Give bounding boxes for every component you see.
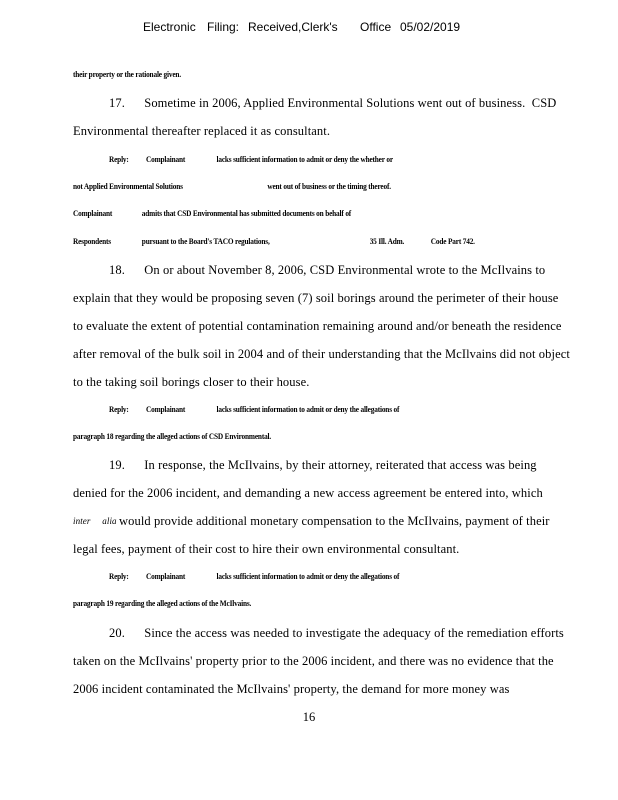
reply-label: Reply: xyxy=(109,154,129,164)
paragraph-19-line-3 xyxy=(73,514,613,532)
inter-alia-text: inter alia xyxy=(73,516,117,526)
header-filing: Filing: xyxy=(207,20,240,34)
paragraph-19-line-4: legal fees, payment of their cost to hire their own environmental consultant. xyxy=(73,542,460,556)
header-date: 05/02/2019 xyxy=(400,20,461,34)
complainant-label: Complainant xyxy=(145,154,186,164)
reply-text: lacks sufficient information to admit or deny the allegations of xyxy=(216,404,400,414)
paragraph-18-line-4: after removal of the bulk soil in 2004 and of their understanding that the McIlvains did not object xyxy=(73,347,570,361)
reply-label: Reply: xyxy=(109,571,129,581)
complainant-label: Complainant xyxy=(145,404,186,414)
paragraph-17-line-2: Environmental thereafter replaced it as consultant. xyxy=(73,124,331,138)
citation-text: 35 Ill. Adm. xyxy=(369,236,405,246)
paragraph-17-line-1: 17. Sometime in 2006, Applied Environmental Solutions went out of business. CSD xyxy=(109,96,557,110)
reply-17-line-4 xyxy=(73,236,555,248)
reply-17-line-1 xyxy=(109,154,453,166)
paragraph-19-line-3-text: would provide additional monetary compensation to the McIlvains, payment of their xyxy=(119,514,550,528)
reply-19-line-2: paragraph 19 regarding the alleged actions of the McIlvains. xyxy=(73,598,252,608)
paragraph-18-line-1: 18. On or about November 8, 2006, CSD Environmental wrote to the McIlvains to xyxy=(109,263,546,277)
paragraph-20-line-2: taken on the McIlvains' property prior to the 2006 incident, and there was no evidence that the xyxy=(73,654,554,668)
reply-18-line-1 xyxy=(109,404,453,416)
reply-19-line-1 xyxy=(109,571,453,583)
paragraph-20-line-3: 2006 incident contaminated the McIlvains' property, the demand for more money was xyxy=(73,682,510,696)
reply-text: went out of business or the timing thereof. xyxy=(267,181,391,191)
page-number: 16 xyxy=(302,710,316,724)
complainant-label: Complainant xyxy=(73,208,113,218)
paragraph-19-line-1: 19. In response, the McIlvains, by their attorney, reiterated that access was being xyxy=(109,458,537,472)
header-electronic: Electronic xyxy=(143,20,196,34)
paragraph-18-line-3: to evaluate the extent of potential contamination remaining around and/or beneath the residence xyxy=(73,319,562,333)
filing-header xyxy=(0,20,618,38)
reply-text: lacks sufficient information to admit or deny the whether or xyxy=(216,154,393,164)
header-office: Office xyxy=(360,20,392,34)
complainant-label: Complainant xyxy=(145,571,186,581)
paragraph-20-line-1: 20. Since the access was needed to investigate the adequacy of the remediation efforts xyxy=(109,626,564,640)
paragraph-18-line-5: to the taking soil borings closer to their house. xyxy=(73,375,310,389)
reply-text: Respondents xyxy=(73,236,111,246)
reply-17-line-3 xyxy=(73,208,486,220)
reply-18-line-2: paragraph 18 regarding the alleged actions of CSD Environmental. xyxy=(73,431,272,441)
paragraph-18-line-2: explain that they would be proposing seven (7) soil borings around the perimeter of their house xyxy=(73,291,559,305)
header-received: Received,Clerk's xyxy=(248,20,338,34)
reply-text: not Applied Environmental Solutions xyxy=(73,181,183,191)
paragraph-19-line-2: denied for the 2006 incident, and demanding a new access agreement be entered into, which xyxy=(73,486,543,500)
reply-17-line-2 xyxy=(73,181,486,193)
citation-text: Code Part 742. xyxy=(430,236,475,246)
continuation-line: their property or the rationale given. xyxy=(73,69,181,79)
reply-label: Reply: xyxy=(109,404,129,414)
reply-text: pursuant to the Board's TACO regulations, xyxy=(141,236,270,246)
reply-text: lacks sufficient information to admit or deny the allegations of xyxy=(216,571,400,581)
reply-text: admits that CSD Environmental has submitted documents on behalf of xyxy=(141,208,352,218)
